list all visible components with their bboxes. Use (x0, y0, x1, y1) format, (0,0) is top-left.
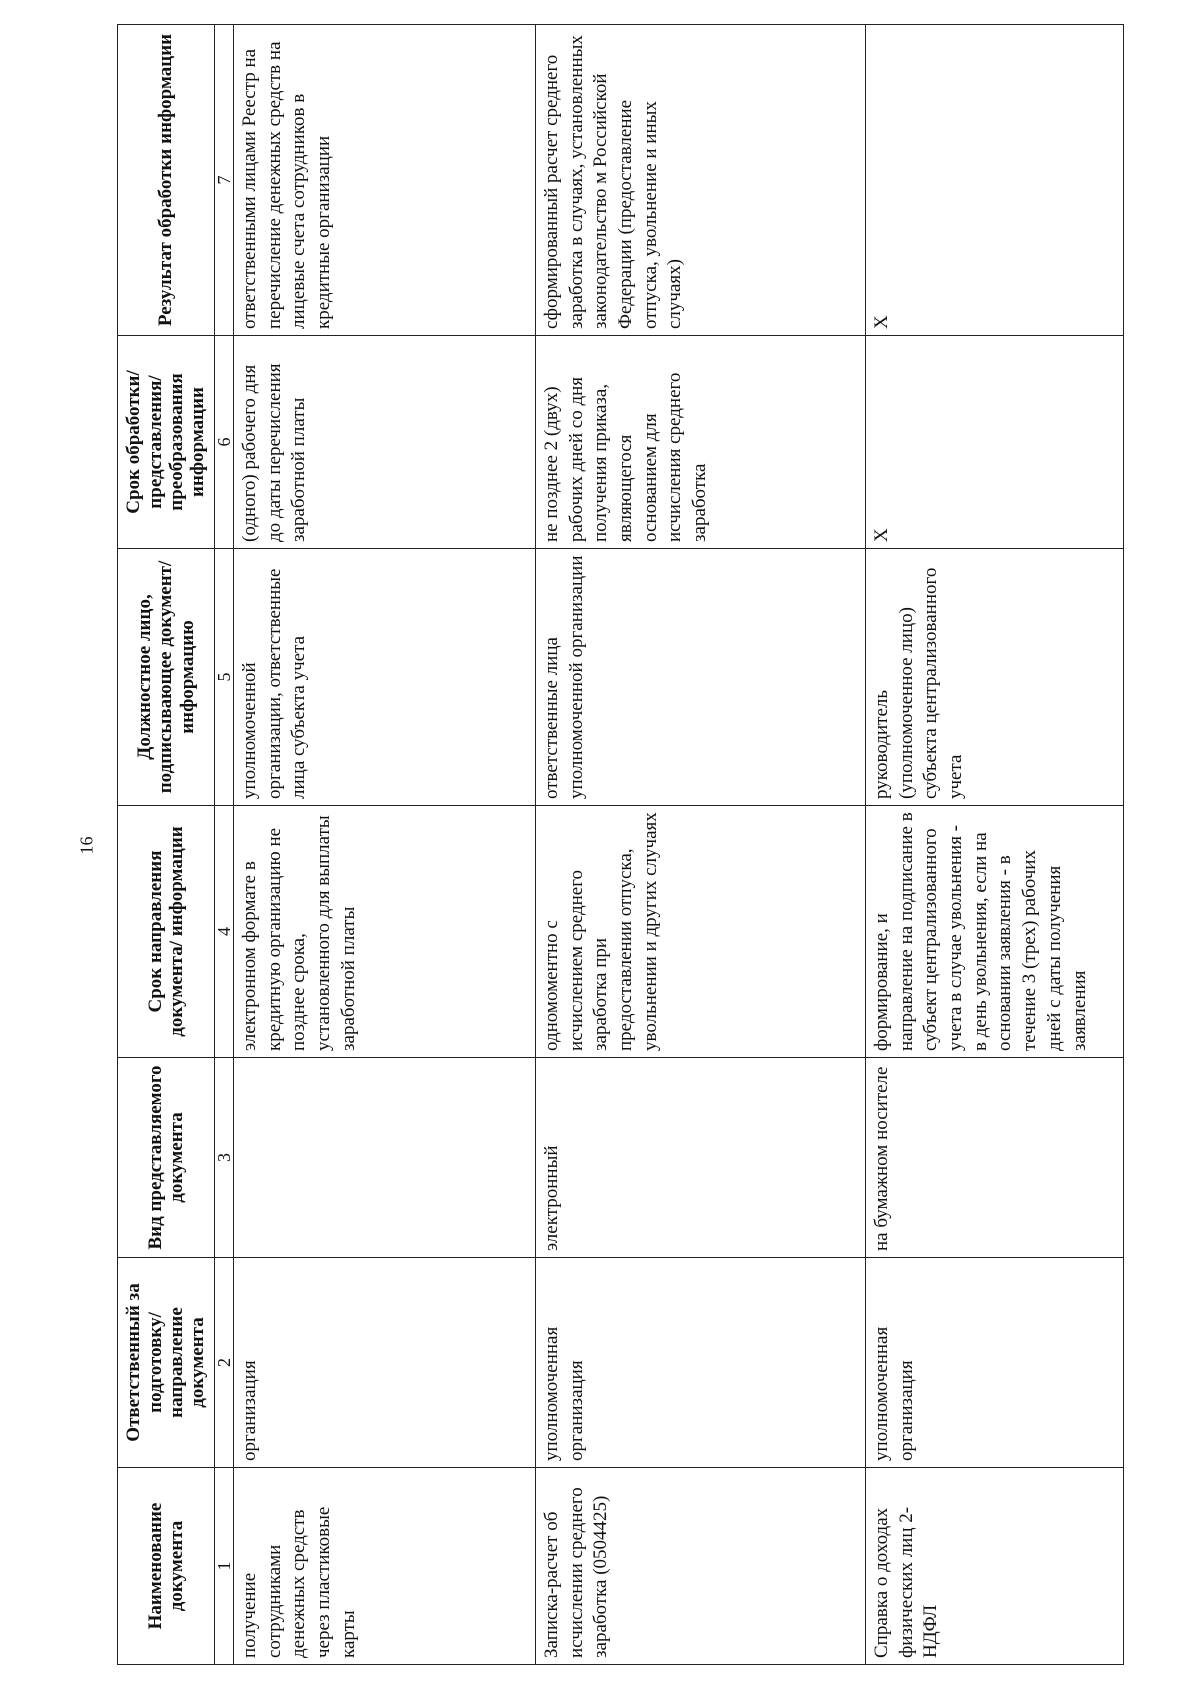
cell-document-type (234, 1058, 536, 1258)
column-header: Срок направления документа/ информации (118, 806, 215, 1058)
cell-signer: ответственные лица уполномоченной организации (536, 549, 866, 806)
column-header: Результат обработки информации (118, 25, 215, 336)
cell-result: сформированный расчет среднего заработка в случаях, установленных законодательство м Российской Федерации (предоставление отпуска, увольнение и иных случаях) (536, 25, 866, 336)
document-table (117, 24, 1124, 1665)
column-number: 6 (215, 336, 234, 549)
column-number-row (215, 25, 234, 1665)
column-header: Наименование документа (118, 1468, 215, 1665)
cell-processing-term: Х (866, 336, 1124, 549)
cell-document-name: Записка-расчет об исчислении среднего заработка (0504425) (536, 1468, 866, 1665)
cell-document-name: получение сотрудниками денежных средств через пластиковые карты (234, 1468, 536, 1665)
column-header: Должностное лицо, подписывающее документ/информацию (118, 549, 215, 806)
column-header: Ответственный за подготовку/ направление документа (118, 1258, 215, 1468)
column-header: Вид представляемого документа (118, 1058, 215, 1258)
cell-responsible: организация (234, 1258, 536, 1468)
column-number: 3 (215, 1058, 234, 1258)
cell-send-term: электронном формате в кредитную организацию не позднее срока, установленного для выплаты заработной платы (234, 806, 536, 1058)
column-number: 1 (215, 1468, 234, 1665)
cell-responsible: уполномоченная организация (866, 1258, 1124, 1468)
column-number: 2 (215, 1258, 234, 1468)
cell-processing-term: (одного) рабочего дня до даты перечисления заработной платы (234, 336, 536, 549)
table-header-row (118, 25, 215, 1665)
cell-processing-term: не позднее 2 (двух) рабочих дней со дня получения приказа, являющегося основанием для исчисления среднего заработка (536, 336, 866, 549)
column-number: 4 (215, 806, 234, 1058)
cell-document-name: Справка о доходах физических лиц 2-НДФЛ (866, 1468, 1124, 1665)
table-row (234, 25, 536, 1665)
cell-result: ответственными лицами Реестр на перечисление денежных средств на лицевые счета сотрудников в кредитные организации (234, 25, 536, 336)
column-number: 7 (215, 25, 234, 336)
rotated-table-wrapper (117, 25, 1123, 1665)
table-row (866, 25, 1124, 1665)
table-row (536, 25, 866, 1665)
page-number: 16 (76, 836, 97, 855)
cell-signer: уполномоченной организации, ответственные лица субъекта учета (234, 549, 536, 806)
cell-document-type: на бумажном носителе (866, 1058, 1124, 1258)
column-number: 5 (215, 549, 234, 806)
cell-send-term: формирование, и направление на подписание в субъект централизованного учета в случае увольнения - в день увольнения, если на основании заявления - в течение 3 (трех) рабочих дней с даты получения заявления (866, 806, 1124, 1058)
cell-document-type: электронный (536, 1058, 866, 1258)
cell-signer: руководитель (уполномоченное лицо) субъекта централизованного учета (866, 549, 1124, 806)
column-header: Срок обработки/ представления/ преобразования информации (118, 336, 215, 549)
cell-responsible: уполномоченная организация (536, 1258, 866, 1468)
cell-result: Х (866, 25, 1124, 336)
cell-send-term: одномоментно с исчислением среднего заработка при предоставлении отпуска, увольнении и других случаях (536, 806, 866, 1058)
